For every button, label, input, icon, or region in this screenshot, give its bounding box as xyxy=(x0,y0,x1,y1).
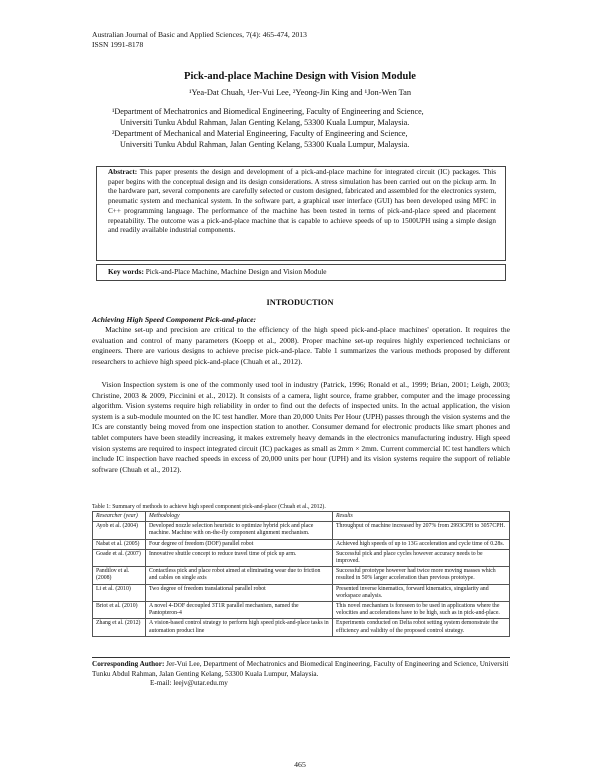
corresponding-author xyxy=(92,660,512,689)
corresponding-email: E-mail: leejv@utar.edu.my xyxy=(150,679,228,688)
table-header-row xyxy=(93,512,510,522)
table-cell: Successful pick and place cycles however accuracy needs to be improved. xyxy=(333,549,510,566)
paragraph-1 xyxy=(92,325,510,367)
table-row xyxy=(93,522,510,539)
issn: ISSN 1991-8178 xyxy=(92,40,144,49)
header-researcher: Researcher (year) xyxy=(93,512,146,522)
table-cell: Nabat et al. (2005) xyxy=(93,539,146,549)
table-cell: Two degree of freedom translational parallel robot xyxy=(146,584,333,601)
table-cell: Zhang et al. (2012) xyxy=(93,619,146,636)
affiliations xyxy=(112,106,532,150)
table-row xyxy=(93,619,510,636)
page-number: 465 xyxy=(294,760,306,769)
abstract xyxy=(108,168,496,236)
table-cell: A vision-based control strategy to perform high speed pick-and-place tasks in automation product line xyxy=(146,619,333,636)
affiliation-2-line-1: ²Department of Mechanical and Material Engineering, Faculty of Engineering and Science, xyxy=(112,129,408,138)
table-row xyxy=(93,602,510,619)
keywords-label: Key words: xyxy=(108,267,144,276)
table-row xyxy=(93,549,510,566)
paragraph-2-text: Vision Inspection system is one of the commonly used tool in industry (Patrick, 1996; Ronald et al., 1999; Brian, 2001; Leigh, 2003; Christine, 2003 & 2009, Piccinini et al., 2012). It consists of a camera, light source, frame grabber, computer and the image processing algorithm. Vision systems require high reliability in order to find out the defects of inspected units. In the actual application, the vision system is a sub-module mounted on the IC test handler. More than 20,000 Units Per Hour (UPH) passes through the vision systems and the ICs are constantly being moved from one inspection station to another. Consumer demand for electronic products like smart phones and tablet computers have been steadily increasing, it makes extremely heavy demands in the electronics manufacturing industry. High speed vision systems are required to inspect integrated circuit (IC) packages as small as 2mm × 2mm. Current commercial IC test handlers which include IC inspection have reached speeds in excess of 20,000 units per hour (UPH) and its vision systems require the support of reliable software (Chuah et al., 2012). xyxy=(92,380,511,474)
table-row xyxy=(93,584,510,601)
table-caption: Table 1: Summary of methods to achieve high speed component pick-and-place (Chuah et al., 2012). xyxy=(92,504,326,510)
paper-title: Pick-and-place Machine Design with Vision Module xyxy=(184,71,416,82)
table-cell: Contactless pick and place robot aimed at eliminating wear due to friction and cables on single axis xyxy=(146,567,333,584)
journal-header xyxy=(92,30,307,50)
abstract-text: This paper presents the design and development of a pick-and-place machine for integrated circuit (IC) packages. This paper begins with the conceptual design and its design considerations. A stress simulation has been carried out on the pickup arm. In the hardware part, several components are carefully selected or custom designed, fabricated and assembled for the electronics system, pneumatic system and mechanical system. In the software part, a graphical user interface (GUI) has been developed using MFC in C++ programming language. The performance of the machine has been tested in terms of pick-and-place speed and placement repeatability. The outcome was a pick-and-place machine that is capable to achieve speeds of up to 1500UPH using a simple design and readily available industrial components. xyxy=(108,168,497,235)
table-cell: This novel mechanism is foreseen to be used in applications where the velocities and accelerations have to be high, such as in pick-and-place. xyxy=(333,602,510,619)
paragraph-1-text: Machine set-up and precision are critical to the efficiency of the high speed pick-and-place machines' operation. It requires the evaluation and control of many parameters (Koepp et al., 2008). Proper machine set-up requires highly experienced technicians or engineers. There are various designs to achieve precise pick-and-place. Table 1 summarizes the various methods proposed by different researchers to achieve high speed pick-and-place (Chuah et al., 2012). xyxy=(92,325,510,366)
corresponding-label: Corresponding Author: xyxy=(92,660,165,668)
affiliation-1-line-2: Universiti Tunku Abdul Rahman, Jalan Genting Kelang, 53300 Kuala Lumpur, Malaysia. xyxy=(120,118,410,127)
subsection-heading: Achieving High Speed Component Pick-and-place: xyxy=(92,315,257,324)
table-cell: Developed nozzle selection heuristic to optimize hybrid pick and place machine. Machine with on-the-fly component alignment mechanism. xyxy=(146,522,333,539)
abstract-label: Abstract: xyxy=(108,168,138,176)
section-heading: INTRODUCTION xyxy=(266,298,334,307)
corresponding-text: Jer-Vui Lee, Department of Mechatronics and Biomedical Engineering, Faculty of Engineering and Science, Universiti Tunku Abdul Rahman, Jalan Genting Kelang, 53300 Kuala Lumpur, Malaysia. xyxy=(92,660,509,678)
affiliation-2-line-2: Universiti Tunku Abdul Rahman, Jalan Genting Kelang, 53300 Kuala Lumpur, Malaysia. xyxy=(120,140,410,149)
keywords xyxy=(108,267,327,276)
table-cell: Achieved high speeds of up to 13G acceleration and cycle time of 0.28s. xyxy=(333,539,510,549)
table-row xyxy=(93,567,510,584)
table-cell: Briot et al. (2010) xyxy=(93,602,146,619)
header-methodology: Methodology xyxy=(146,512,333,522)
table-cell: Ayob et al. (2004) xyxy=(93,522,146,539)
journal-citation: Australian Journal of Basic and Applied Sciences, 7(4): 465-474, 2013 xyxy=(92,30,307,39)
table-cell: Throughput of machine increased by 207% from 2993CPH to 3057CPH. xyxy=(333,522,510,539)
affiliation-1-line-1: ¹Department of Mechatronics and Biomedical Engineering, Faculty of Engineering and Science, xyxy=(112,107,424,116)
table-cell: Experiments conducted on Delta robot setting system demonstrate the efficiency and validity of the proposed control strategy. xyxy=(333,619,510,636)
table-row xyxy=(93,539,510,549)
table-cell: Innovative shuttle concept to reduce travel time of pick up arm. xyxy=(146,549,333,566)
table-cell: Four degree of freedom (DOF) parallel robot xyxy=(146,539,333,549)
header-results: Results xyxy=(333,512,510,522)
footnote-rule xyxy=(92,657,510,658)
table-cell: Li et al. (2010) xyxy=(93,584,146,601)
keywords-text: Pick-and-Place Machine, Machine Design and Vision Module xyxy=(145,267,327,276)
table-cell: Presented inverse kinematics, forward kinematics, singularity and workspace analysis. xyxy=(333,584,510,601)
summary-table xyxy=(92,511,510,637)
table-cell: Pandilov et al. (2008) xyxy=(93,567,146,584)
author-list: ¹Yea-Dat Chuah, ¹Jer-Vui Lee, ²Yeong-Jin King and ¹Jon-Wen Tan xyxy=(188,88,412,97)
table-cell: Successful prototype however had twice more moving masses which resulted in 50% larger acceleration than previous prototype. xyxy=(333,567,510,584)
table-cell: Goade et al. (2007) xyxy=(93,549,146,566)
table-cell: A novel 4-DOF decoupled 3T1R parallel mechanism, named the Pantopteron-4 xyxy=(146,602,333,619)
paragraph-2 xyxy=(92,380,510,475)
